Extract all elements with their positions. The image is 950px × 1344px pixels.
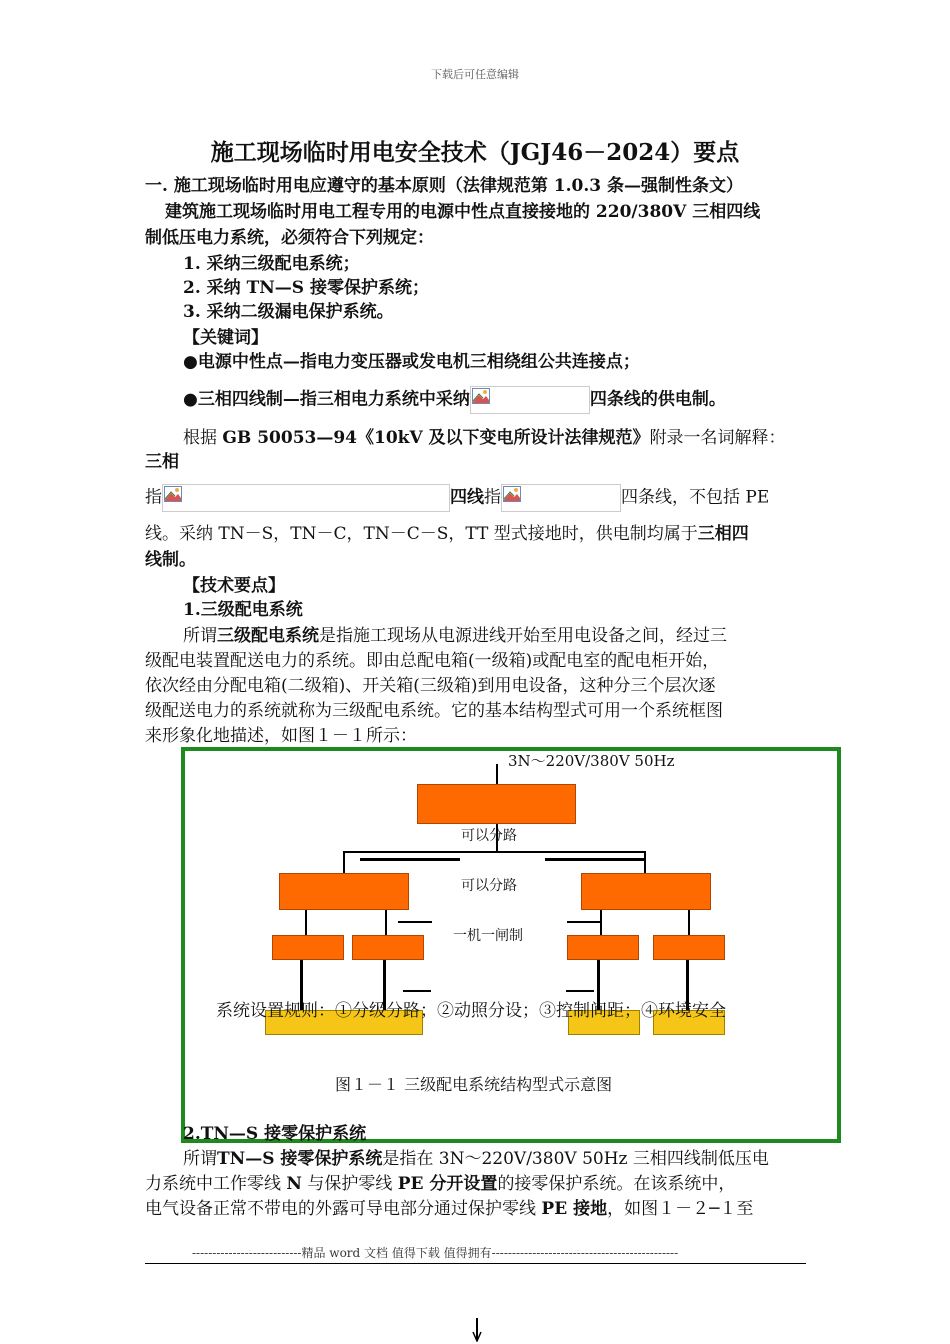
p1-c: 是指施工现场从电源进线开始至用电设备之间，经过三 bbox=[319, 626, 727, 646]
p2-l2d: PE 分开设置 bbox=[397, 1174, 498, 1194]
keywords-label: 【关键词】 bbox=[183, 328, 268, 348]
term-sanxiang: 三相 bbox=[145, 452, 179, 472]
section-2-title: 2.TN—S 接零保护系统 bbox=[183, 1124, 367, 1144]
sub-left-drop-1 bbox=[305, 910, 307, 935]
def-sitiao: 四条线，不包括 PE bbox=[621, 487, 770, 508]
main-distribution-box bbox=[417, 784, 576, 824]
document-title: 施工现场临时用电安全技术（JGJ46－2024）要点 bbox=[210, 139, 740, 166]
section-1-heading: 一. 施工现场临时用电应遵守的基本原则（法律规范第 1.0.3 条—强制性条文） bbox=[145, 176, 743, 196]
switch-box-1 bbox=[272, 935, 344, 960]
para1-line2: 级配电装置配送电力的系统。即由总配电箱(一级箱)或配电室的配电柜开始， bbox=[145, 651, 720, 671]
rule-item-1: 1. 采纳三级配电系统； bbox=[183, 254, 360, 274]
keyword-neutral-point: ●电源中性点—指电力变压器或发电机三相绕组公共连接点； bbox=[183, 352, 640, 372]
gb-reference-line bbox=[183, 426, 786, 450]
term-sixian: 四线 bbox=[450, 487, 484, 508]
gb-text-c: 附录一名词解释： bbox=[649, 428, 786, 448]
branch-right-drop bbox=[644, 851, 646, 873]
def-zhi-1: 指 bbox=[145, 487, 162, 508]
definition-line bbox=[145, 484, 769, 512]
sub-distribution-box-right bbox=[581, 873, 711, 910]
switch-box-2 bbox=[352, 935, 424, 960]
device-right-arrow bbox=[566, 990, 594, 992]
broken-image-icon bbox=[503, 486, 521, 502]
para1-line3: 依次经由分配电箱(二级箱)、开关箱(三级箱)到用电设备，这种分三个层次逐 bbox=[145, 676, 716, 696]
system-rules-label: 系统设置规则：①分级分路；②动照分设；③控制间距；④环境安全 bbox=[216, 1001, 726, 1021]
rule-item-2: 2. 采纳 TN—S 接零保护系统； bbox=[183, 278, 429, 298]
one-machine-right-arrow bbox=[567, 921, 601, 923]
para1-line1 bbox=[183, 624, 727, 648]
sub-left-drop-2 bbox=[385, 910, 387, 935]
para2-line3 bbox=[145, 1197, 753, 1221]
down-arrow-icon bbox=[472, 1318, 482, 1342]
tn-text-a: 线。采纳 TN－S，TN－C，TN－C－S，TT 型式接地时，供电制均属于 bbox=[145, 524, 698, 544]
broken-image-placeholder bbox=[470, 386, 590, 414]
p2-l2c: 与保护零线 bbox=[301, 1174, 398, 1194]
def-zhi-2: 指 bbox=[484, 487, 501, 508]
section-1-intro-line1: 建筑施工现场临时用电工程专用的电源中性点直接接地的 220/380V 三相四线 bbox=[165, 202, 761, 222]
broken-image-placeholder bbox=[501, 484, 621, 512]
tech-points-label: 【技术要点】 bbox=[183, 576, 285, 596]
footer-rule bbox=[145, 1263, 806, 1264]
branch-right-arrow bbox=[545, 858, 645, 861]
supply-label: 3N～220V/380V 50Hz bbox=[508, 752, 675, 770]
broken-image-placeholder bbox=[162, 484, 450, 512]
p2-l3a: 电气设备正常不带电的外露可导电部分通过保护零线 bbox=[145, 1199, 542, 1219]
para1-line4: 级配送电力的系统就称为三级配电系统。它的基本结构型式可用一个系统框图 bbox=[145, 701, 723, 721]
branch-label-1: 可以分路 bbox=[461, 828, 517, 844]
p2-l3c: ，如图１－２─１至 bbox=[607, 1199, 754, 1219]
section-1-intro-line2: 制低压电力系统，必须符合下列规定： bbox=[145, 228, 434, 248]
sub-right-drop-2 bbox=[688, 910, 690, 935]
one-machine-left-arrow bbox=[398, 921, 432, 923]
branch-left-drop bbox=[343, 851, 345, 873]
branch-label-2: 可以分路 bbox=[461, 878, 517, 894]
section-1-title: 1.三级配电系统 bbox=[183, 600, 303, 620]
device-left-arrow bbox=[403, 990, 431, 992]
switch-box-3 bbox=[567, 935, 639, 960]
p2-c: 是指在 3N～220V/380V 50Hz 三相四线制低压电 bbox=[382, 1149, 769, 1169]
figure-caption: 图１－１ 三级配电系统结构型式示意图 bbox=[335, 1075, 613, 1094]
para2-line1 bbox=[183, 1147, 769, 1171]
p2-a: 所谓 bbox=[183, 1149, 217, 1169]
supply-line bbox=[496, 764, 498, 784]
broken-image-icon bbox=[164, 486, 182, 502]
p2-l3b: PE 接地 bbox=[541, 1199, 608, 1219]
page-header: 下载后可任意编辑 bbox=[431, 68, 519, 81]
tn-text-b: 三相四 bbox=[697, 524, 749, 544]
para1-line5: 来形象化地描述，如图１－１所示： bbox=[145, 726, 417, 746]
sub-distribution-box-left bbox=[279, 873, 409, 910]
broken-image-icon bbox=[472, 388, 490, 404]
gb-text-a: 根据 bbox=[183, 428, 223, 448]
p2-term: TN—S 接零保护系统 bbox=[217, 1149, 383, 1169]
page-footer: ---------------------------精品 word 文档 值得下载 值得拥有---------------------------------------------- bbox=[192, 1246, 679, 1260]
para2-line2 bbox=[145, 1172, 735, 1196]
p2-l2b: N bbox=[286, 1174, 302, 1194]
keyword-three-phase-four-wire bbox=[183, 386, 726, 414]
one-machine-label: 一机一闸制 bbox=[453, 928, 523, 944]
kw2-text-b: 四条线的供电制。 bbox=[589, 389, 726, 410]
branch-left-arrow bbox=[360, 858, 460, 861]
p2-l2e: 的接零保护系统。在该系统中， bbox=[497, 1174, 736, 1194]
kw2-text-a: ●三相四线制—指三相电力系统中采纳 bbox=[183, 389, 470, 410]
p1-a: 所谓 bbox=[183, 626, 217, 646]
branch-bus-line bbox=[343, 851, 645, 853]
tn-text-c: 线制。 bbox=[145, 550, 196, 570]
gb-standard-name: GB 50053—94《10kV 及以下变电所设计法律规范》 bbox=[222, 428, 650, 448]
p2-l2a: 力系统中工作零线 bbox=[145, 1174, 287, 1194]
tn-types-line bbox=[145, 522, 749, 546]
p1-term: 三级配电系统 bbox=[217, 626, 319, 646]
switch-box-4 bbox=[653, 935, 725, 960]
rule-item-3: 3. 采纳二级漏电保护系统。 bbox=[183, 302, 394, 322]
